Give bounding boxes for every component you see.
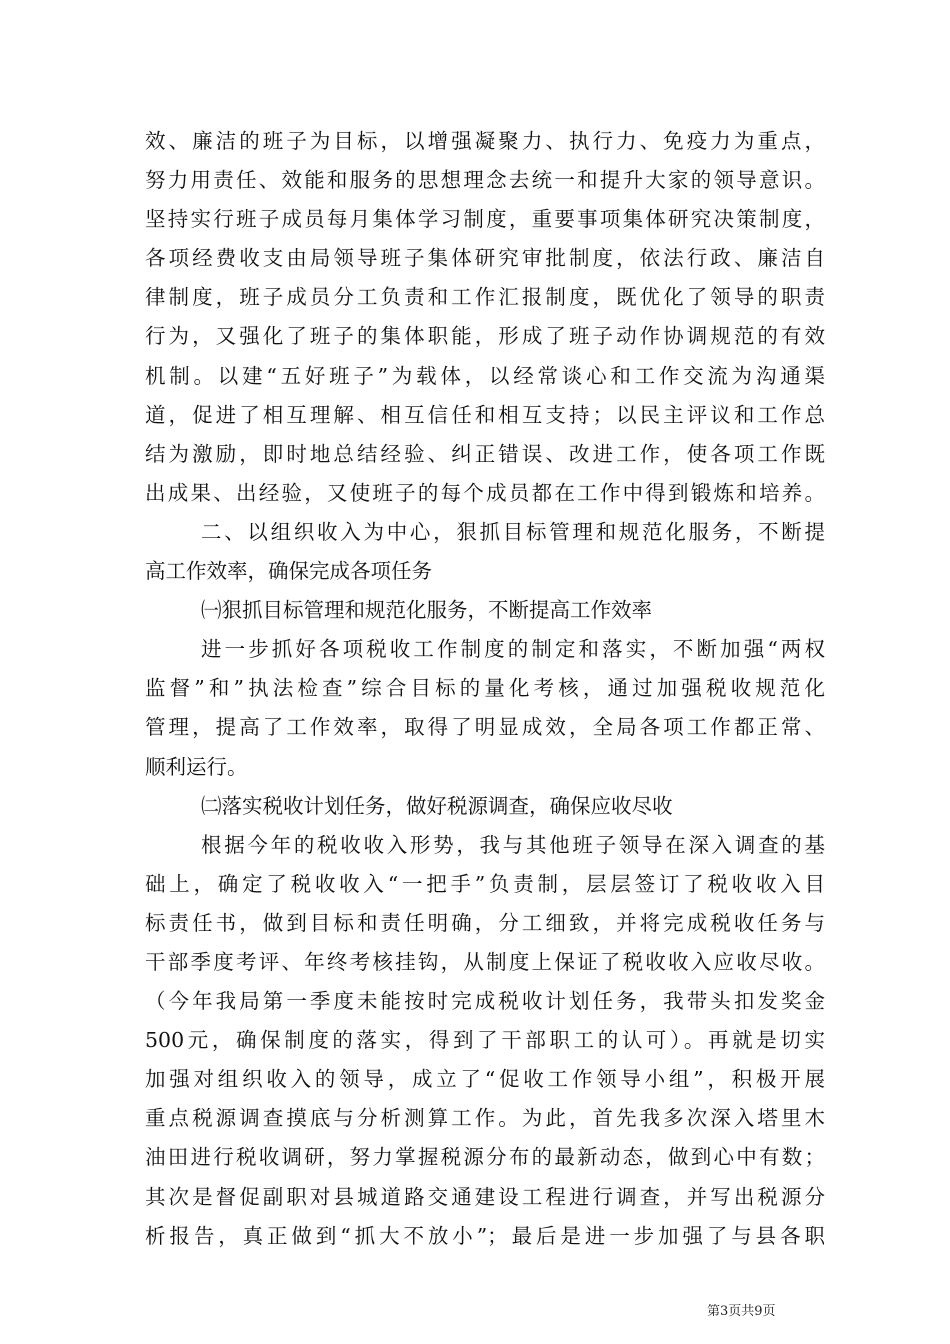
text-line: 顺利运行。 [145, 754, 248, 779]
body-text [145, 122, 825, 1256]
text-line: 500元，确保制度的落实，得到了干部职工的认可）。再就是切实 [145, 1028, 825, 1053]
text-line: 道，促进了相互理解、相互信任和相互支持；以民主评议和工作总 [145, 402, 825, 427]
text-line: 根据今年的税收收入形势，我与其他班子领导在深入调查的基 [201, 832, 825, 857]
text-line: 管理，提高了工作效率，取得了明显成效，全局各项工作都正常、 [145, 715, 825, 740]
text-line: 律制度，班子成员分工负责和工作汇报制度，既优化了领导的职责 [145, 285, 825, 310]
section-heading-line: 高工作效率，确保完成各项任务 [145, 559, 432, 584]
page-number: 第3页共9页 [707, 1304, 776, 1319]
text-line: 各项经费收支由局领导班子集体研究审批制度，依法行政、廉洁自 [145, 246, 825, 271]
text-line: 干部季度考评、年终考核挂钩，从制度上保证了税收收入应收尽收。 [145, 949, 825, 974]
text-line: 坚持实行班子成员每月集体学习制度，重要事项集体研究决策制度， [145, 207, 825, 232]
text-line: 重点税源调查摸底与分析测算工作。为此，首先我多次深入塔里木 [145, 1106, 825, 1131]
text-line: 油田进行税收调研，努力掌握税源分布的最新动态，做到心中有数； [145, 1145, 825, 1170]
text-line: （今年我局第一季度未能按时完成税收计划任务，我带头扣发奖金 [145, 989, 825, 1014]
text-line: 进一步抓好各项税收工作制度的制定和落实，不断加强“两权 [201, 637, 825, 662]
text-line: 机制。以建“五好班子”为载体，以经常谈心和工作交流为沟通渠 [145, 363, 825, 388]
text-line: 析报告，真正做到“抓大不放小”；最后是进一步加强了与县各职 [145, 1223, 825, 1248]
text-line: 努力用责任、效能和服务的思想理念去统一和提升大家的领导意识。 [145, 168, 825, 193]
text-line: 标责任书，做到目标和责任明确，分工细致，并将完成税收任务与 [145, 910, 825, 935]
section-heading-line: 二、以组织收入为中心，狠抓目标管理和规范化服务，不断提 [201, 519, 825, 544]
text-line: 效、廉洁的班子为目标，以增强凝聚力、执行力、免疫力为重点， [145, 129, 825, 153]
text-line: 监督”和”执法检查”综合目标的量化考核，通过加强税收规范化 [145, 676, 825, 701]
text-line: 出成果、出经验，又使班子的每个成员都在工作中得到锻炼和培养。 [145, 480, 825, 505]
text-line: 础上，确定了税收收入“一把手”负责制，层层签订了税收收入目 [145, 871, 825, 896]
text-line: 行为，又强化了班子的集体职能，形成了班子动作协调规范的有效 [145, 324, 825, 349]
text-line: 其次是督促副职对县城道路交通建设工程进行调查，并写出税源分 [145, 1184, 825, 1209]
text-line: 加强对组织收入的领导，成立了“促收工作领导小组”，积极开展 [145, 1067, 825, 1092]
text-line: 结为激励，即时地总结经验、纠正错误、改进工作，使各项工作既 [145, 441, 825, 466]
subsection-heading: ㈠狠抓目标管理和规范化服务，不断提高工作效率 [201, 598, 652, 623]
subsection-heading: ㈡落实税收计划任务，做好税源调查，确保应收尽收 [201, 793, 673, 818]
